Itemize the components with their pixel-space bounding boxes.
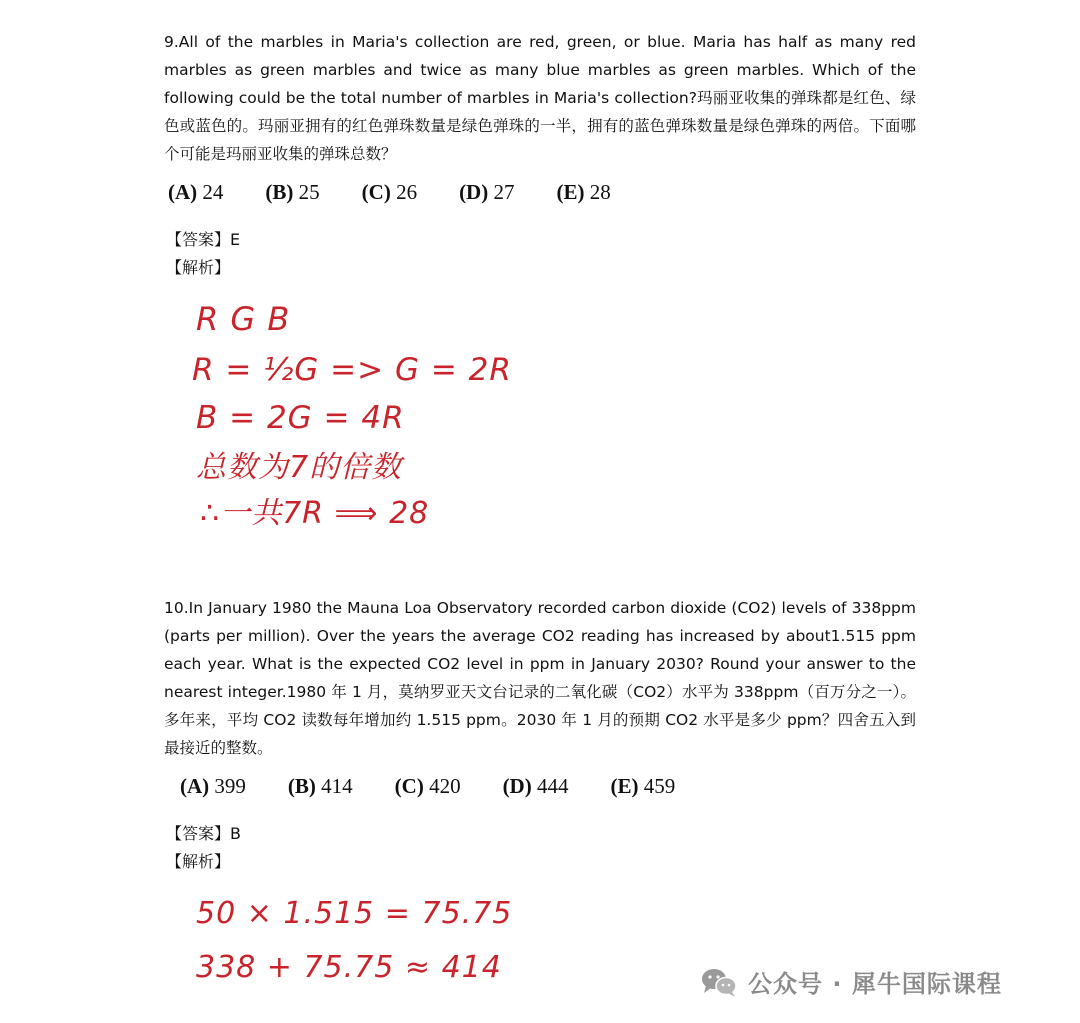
handwriting-line: B = 2G = 4R bbox=[196, 400, 405, 436]
choice-d: (D) 444 bbox=[502, 774, 569, 798]
watermark-text: 公众号 · 犀牛国际课程 bbox=[748, 970, 1002, 998]
handwriting-line: ∴一共7R ⟹ 28 bbox=[200, 496, 430, 531]
choice-e: (E) 28 bbox=[556, 180, 611, 204]
choice-c: (C) 26 bbox=[361, 180, 418, 204]
watermark bbox=[700, 964, 1002, 999]
choice-e: (E) 459 bbox=[610, 774, 676, 798]
choice-b: (B) 414 bbox=[287, 774, 353, 798]
answer-line-9 bbox=[166, 226, 240, 254]
choice-b: (B) 25 bbox=[265, 180, 320, 204]
answer-line-10 bbox=[166, 820, 241, 848]
choice-d: (D) 27 bbox=[459, 180, 515, 204]
choice-a: (A) 399 bbox=[180, 774, 246, 798]
question-9-text: 9.All of the marbles in Maria's collection are red, green, or blue. Maria has half as many red marbles as green marbles and twice as many blue marbles as green marbles. Which of the following could be the total number of marbles in Maria's collection?玛丽亚收集的弹珠都是红色、绿色或蓝色的。玛丽亚拥有的红色弹珠数量是绿色弹珠的一半，拥有的蓝色弹珠数量是绿色弹珠的两倍。下面哪个可能是玛丽亚收集的弹珠总数？ bbox=[164, 33, 916, 163]
handwriting-line: 总数为7的倍数 bbox=[196, 450, 403, 485]
handwriting-line: R = ½G => G = 2R bbox=[192, 352, 512, 388]
answer-label: 【答案】 bbox=[166, 824, 231, 843]
choice-c: (C) 420 bbox=[394, 774, 461, 798]
handwriting-line: 338 + 75.75 ≈ 414 bbox=[196, 950, 502, 985]
question-10-choices bbox=[180, 774, 717, 799]
analysis-label-10: 【解析】 bbox=[166, 852, 231, 871]
answer-label: 【答案】 bbox=[166, 230, 231, 249]
question-10-text: 10.In January 1980 the Mauna Loa Observatory recorded carbon dioxide (CO2) levels of 338ppm (parts per million). Over the years the average CO2 reading has increased by about1.515 ppm each year. What is the expected CO2 level in ppm in January 2030? Round your answer to the nearest integer.1980 年 1 月，莫纳罗亚天文台记录的二氧化碳（CO2）水平为 338ppm（百万分之一）。多年来，平均 CO2 读数每年增加约 1.515 ppm。2030 年 1 月的预期 CO2 水平是多少 ppm？四舍五入到最接近的整数。 bbox=[164, 599, 916, 757]
analysis-label-9: 【解析】 bbox=[166, 258, 231, 277]
choice-a: (A) 24 bbox=[168, 180, 224, 204]
wechat-icon bbox=[700, 966, 738, 998]
question-9-choices bbox=[168, 180, 653, 205]
answer-value: E bbox=[230, 230, 241, 249]
handwriting-line: 50 × 1.515 = 75.75 bbox=[196, 896, 513, 931]
answer-value: B bbox=[230, 824, 241, 843]
handwriting-line: R G B bbox=[196, 300, 291, 338]
